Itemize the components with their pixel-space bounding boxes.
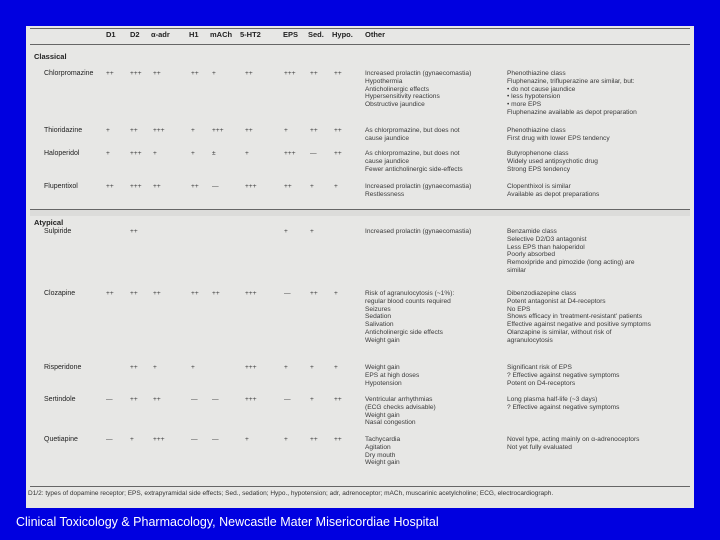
affinity-cell: — <box>212 183 219 190</box>
drug-name: Clozapine <box>44 290 76 297</box>
other-effects: Tachycardia Agitation Dry mouth Weight gain <box>365 436 401 467</box>
affinity-cell: +++ <box>130 150 142 157</box>
affinity-cell: + <box>245 150 249 157</box>
affinity-cell: ++ <box>334 70 342 77</box>
affinity-cell: ++ <box>310 70 318 77</box>
other-effects: Increased prolactin (gynaecomastia) Hypothermia Anticholinergic effects Hypersensitivity reactions Obstructive jaundice <box>365 70 472 109</box>
affinity-cell: ++ <box>310 290 318 297</box>
drug-notes: Long plasma half-life (~3 days) ? Effective against negative symptoms <box>507 396 620 411</box>
header-d1: D1 <box>106 30 116 39</box>
affinity-cell: ++ <box>130 228 138 235</box>
affinity-cell: ++ <box>245 127 253 134</box>
drug-notes: Benzamide class Selective D2/D3 antagonist Less EPS than haloperidol Poorly absorbed Remoxipride and pimozide (long acting) are similar <box>507 228 635 274</box>
affinity-cell: + <box>334 290 338 297</box>
affinity-cell: — <box>284 396 291 403</box>
affinity-cell: + <box>284 228 288 235</box>
drug-name: Chlorpromazine <box>44 70 94 77</box>
slide-caption: Clinical Toxicology & Pharmacology, Newcastle Mater Misericordiae Hospital <box>16 515 439 529</box>
header-h1: H1 <box>189 30 199 39</box>
affinity-cell: ++ <box>310 127 318 134</box>
drug-notes: Phenothiazine class First drug with lower EPS tendency <box>507 127 610 142</box>
affinity-cell: — <box>191 396 198 403</box>
affinity-cell: ++ <box>191 183 199 190</box>
drug-notes: Significant risk of EPS ? Effective against negative symptoms Potent on D4-receptors <box>507 364 620 387</box>
affinity-cell: + <box>334 183 338 190</box>
footer-rule <box>30 486 690 487</box>
drug-name: Quetiapine <box>44 436 78 443</box>
affinity-cell: +++ <box>130 183 142 190</box>
affinity-cell: — <box>106 436 113 443</box>
affinity-cell: ++ <box>106 290 114 297</box>
drug-name: Risperidone <box>44 364 82 371</box>
affinity-cell: +++ <box>284 70 296 77</box>
drug-notes: Butyrophenone class Widely used antipsychotic drug Strong EPS tendency <box>507 150 598 173</box>
table-footnote: D1/2: types of dopamine receptor; EPS, extrapyramidal side effects; Sed., sedation; Hypo., hypotension; adr, adrenoceptor; mACh, muscarinic acetylcholine; ECG, electrocardiograph. <box>28 490 554 497</box>
affinity-cell: + <box>334 364 338 371</box>
other-effects: As chlorpromazine, but does not cause jaundice <box>365 127 460 142</box>
affinity-cell: + <box>284 364 288 371</box>
affinity-cell: +++ <box>245 364 257 371</box>
affinity-cell: + <box>191 127 195 134</box>
affinity-cell: ++ <box>334 396 342 403</box>
header-hypo: Hypo. <box>332 30 353 39</box>
header-other: Other <box>365 30 386 39</box>
affinity-cell: + <box>245 436 249 443</box>
table-page <box>26 26 694 508</box>
affinity-cell: ++ <box>153 183 161 190</box>
other-effects: Ventricular arrhythmias (ECG checks advisable) Weight gain Nasal congestion <box>365 396 436 427</box>
affinity-cell: +++ <box>245 183 257 190</box>
affinity-cell: ++ <box>130 396 138 403</box>
affinity-cell: + <box>106 127 110 134</box>
affinity-cell: — <box>106 396 113 403</box>
affinity-cell: + <box>130 436 134 443</box>
drug-notes: Phenothiazine class Fluphenazine, trifluperazine are similar, but: • do not cause jaundice • less hypotension • more EPS Fluphenazine available as depot preparation <box>507 70 637 116</box>
affinity-cell: ++ <box>106 183 114 190</box>
other-effects: Increased prolactin (gynaecomastia) Restlessness <box>365 183 472 198</box>
affinity-cell: +++ <box>212 127 224 134</box>
affinity-cell: + <box>191 150 195 157</box>
affinity-cell: +++ <box>153 436 165 443</box>
affinity-cell: ++ <box>212 290 220 297</box>
affinity-cell: ++ <box>334 436 342 443</box>
header-rule <box>30 44 690 45</box>
affinity-cell: +++ <box>284 150 296 157</box>
affinity-cell: ++ <box>130 290 138 297</box>
section-classical: Classical <box>34 52 67 61</box>
affinity-cell: ++ <box>245 70 253 77</box>
drug-name: Flupentixol <box>44 183 78 190</box>
affinity-cell: ++ <box>130 364 138 371</box>
affinity-cell: + <box>310 183 314 190</box>
affinity-cell: — <box>191 436 198 443</box>
header-alpha-adr: α-adr <box>151 30 170 39</box>
drug-name: Sertindole <box>44 396 76 403</box>
affinity-cell: +++ <box>245 290 257 297</box>
affinity-cell: + <box>212 70 216 77</box>
affinity-cell: + <box>153 150 157 157</box>
other-effects: As chlorpromazine, but does not cause jaundice Fewer anticholinergic side-effects <box>365 150 463 173</box>
affinity-cell: + <box>310 364 314 371</box>
header-sed: Sed. <box>308 30 324 39</box>
affinity-cell: ++ <box>191 70 199 77</box>
affinity-cell: + <box>284 127 288 134</box>
section-atypical: Atypical <box>34 218 64 227</box>
affinity-cell: + <box>106 150 110 157</box>
affinity-cell: ++ <box>153 290 161 297</box>
affinity-cell: — <box>310 150 317 157</box>
affinity-cell: + <box>310 228 314 235</box>
affinity-cell: ++ <box>153 396 161 403</box>
affinity-cell: + <box>310 396 314 403</box>
affinity-cell: ++ <box>153 70 161 77</box>
affinity-cell: ++ <box>106 70 114 77</box>
other-effects: Risk of agranulocytosis (~1%): regular blood counts required Seizures Sedation Salivation Anticholinergic side effects Weight gain <box>365 290 455 344</box>
other-effects: Weight gain EPS at high doses Hypotension <box>365 364 420 387</box>
affinity-cell: +++ <box>153 127 165 134</box>
header-mach: mACh <box>210 30 233 39</box>
affinity-cell: ++ <box>130 127 138 134</box>
affinity-cell: ++ <box>191 290 199 297</box>
drug-notes: Clopenthixol is similar Available as depot preparations <box>507 183 600 198</box>
affinity-cell: + <box>153 364 157 371</box>
header-5ht2: 5-HT2 <box>240 30 261 39</box>
drug-name: Haloperidol <box>44 150 80 157</box>
affinity-cell: — <box>284 290 291 297</box>
other-effects: Increased prolactin (gynaecomastia) <box>365 228 472 235</box>
drug-name: Sulpiride <box>44 228 72 235</box>
affinity-cell: ± <box>212 150 216 157</box>
affinity-cell: + <box>284 436 288 443</box>
header-eps: EPS <box>283 30 299 39</box>
drug-notes: Novel type, acting mainly on α-adrenoceptors Not yet fully evaluated <box>507 436 640 451</box>
affinity-cell: + <box>191 364 195 371</box>
affinity-cell: — <box>212 396 219 403</box>
header-d2: D2 <box>130 30 140 39</box>
drug-name: Thioridazine <box>44 127 83 134</box>
affinity-cell: ++ <box>334 150 342 157</box>
affinity-cell: ++ <box>284 183 292 190</box>
affinity-cell: ++ <box>310 436 318 443</box>
affinity-cell: +++ <box>245 396 257 403</box>
affinity-cell: ++ <box>334 127 342 134</box>
top-rule <box>30 28 690 29</box>
drug-notes: Dibenzodiazepine class Potent antagonist at D4-receptors No EPS Shows efficacy in 'treatment-resistant' patients Effective against negative and positive symptoms Olanzapine is similar, without risk of agranulocytosis <box>507 290 651 344</box>
affinity-cell: +++ <box>130 70 142 77</box>
affinity-cell: — <box>212 436 219 443</box>
